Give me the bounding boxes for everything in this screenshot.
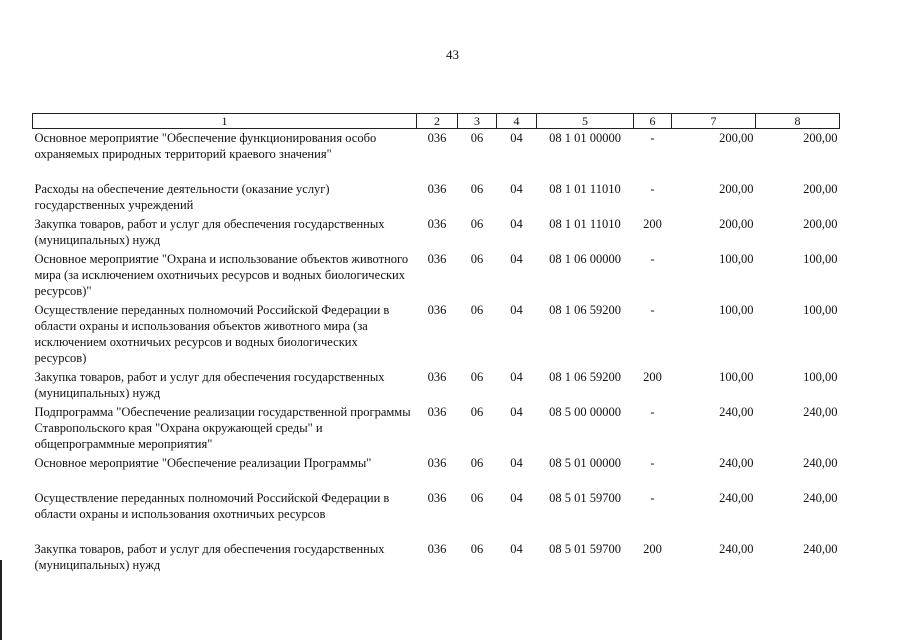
- cell-section: 06: [470, 542, 484, 556]
- cell-ministry: 036: [427, 303, 447, 317]
- scan-edge-mark: [0, 560, 2, 640]
- cell-amount-2: 240,00: [803, 491, 838, 505]
- row-name: Основное мероприятие "Охрана и использование объектов животного мира (за исключением охотничьих ресурсов и водных биологических ресурсов)": [34, 252, 409, 298]
- column-header-4: 4: [497, 114, 537, 129]
- cell-amount-1: 100,00: [719, 370, 754, 384]
- table-row: [33, 180, 840, 215]
- cell-amount-2: 100,00: [803, 370, 838, 384]
- header-row: [33, 114, 840, 129]
- cell-section: 06: [470, 456, 484, 470]
- cell-amount-2: 100,00: [803, 252, 838, 266]
- cell-target-code: 08 5 00 00000: [549, 405, 621, 419]
- cell-ministry: 036: [427, 405, 447, 419]
- column-header-8: 8: [756, 114, 840, 129]
- table-row: [33, 454, 840, 489]
- cell-section: 06: [470, 370, 484, 384]
- column-header-7: 7: [672, 114, 756, 129]
- table-row: [33, 368, 840, 403]
- cell-subsection: 04: [510, 303, 523, 317]
- row-name: Закупка товаров, работ и услуг для обеспечения государственных (муниципальных) нужд: [34, 542, 385, 572]
- cell-subsection: 04: [510, 542, 523, 556]
- cell-amount-2: 240,00: [803, 542, 838, 556]
- table-row: [33, 301, 840, 368]
- cell-amount-2: 240,00: [803, 405, 838, 419]
- cell-target-code: 08 1 01 11010: [549, 217, 621, 231]
- cell-subsection: 04: [510, 217, 523, 231]
- cell-amount-1: 240,00: [719, 405, 754, 419]
- cell-expense-type: -: [650, 405, 655, 419]
- cell-target-code: 08 1 06 59200: [549, 370, 621, 384]
- cell-expense-type: 200: [643, 542, 662, 556]
- cell-expense-type: -: [650, 131, 655, 145]
- cell-section: 06: [470, 405, 484, 419]
- column-header-2: 2: [417, 114, 458, 129]
- cell-amount-1: 200,00: [719, 182, 754, 196]
- column-header-1: 1: [33, 114, 417, 129]
- cell-amount-1: 100,00: [719, 303, 754, 317]
- cell-subsection: 04: [510, 456, 523, 470]
- table-row: [33, 403, 840, 454]
- cell-subsection: 04: [510, 370, 523, 384]
- cell-amount-1: 100,00: [719, 252, 754, 266]
- cell-amount-2: 200,00: [803, 182, 838, 196]
- cell-section: 06: [470, 491, 484, 505]
- row-name: Закупка товаров, работ и услуг для обеспечения государственных (муниципальных) нужд: [34, 370, 385, 400]
- cell-subsection: 04: [510, 131, 523, 145]
- column-header-6: 6: [634, 114, 672, 129]
- table-row: [33, 129, 840, 181]
- row-name: Закупка товаров, работ и услуг для обеспечения государственных (муниципальных) нужд: [34, 217, 385, 247]
- cell-expense-type: -: [650, 182, 655, 196]
- row-name: Подпрограмма "Обеспечение реализации государственной программы Ставропольского края "Охрана окружающей среды" и общепрограммные мероприятия": [34, 405, 411, 451]
- cell-ministry: 036: [427, 491, 447, 505]
- table-row: [33, 250, 840, 301]
- cell-ministry: 036: [427, 542, 447, 556]
- page-number: 43: [446, 47, 459, 62]
- cell-target-code: 08 5 01 00000: [549, 456, 621, 470]
- cell-ministry: 036: [427, 370, 447, 384]
- cell-section: 06: [470, 131, 484, 145]
- row-name: Расходы на обеспечение деятельности (оказание услуг) государственных учреждений: [34, 182, 330, 212]
- cell-ministry: 036: [427, 252, 447, 266]
- table-row: [33, 540, 840, 575]
- cell-ministry: 036: [427, 217, 447, 231]
- cell-target-code: 08 1 01 11010: [549, 182, 621, 196]
- column-header-5: 5: [537, 114, 634, 129]
- cell-amount-1: 240,00: [719, 542, 754, 556]
- table-row: [33, 215, 840, 250]
- cell-ministry: 036: [427, 456, 447, 470]
- cell-expense-type: -: [650, 303, 655, 317]
- cell-expense-type: 200: [643, 370, 662, 384]
- cell-amount-2: 240,00: [803, 456, 838, 470]
- cell-expense-type: -: [650, 491, 655, 505]
- cell-subsection: 04: [510, 252, 523, 266]
- cell-target-code: 08 5 01 59700: [549, 542, 621, 556]
- cell-section: 06: [470, 303, 484, 317]
- budget-table: [32, 113, 840, 575]
- cell-section: 06: [470, 182, 484, 196]
- cell-subsection: 04: [510, 405, 523, 419]
- cell-subsection: 04: [510, 182, 523, 196]
- cell-amount-2: 100,00: [803, 303, 838, 317]
- cell-target-code: 08 1 06 00000: [549, 252, 621, 266]
- cell-amount-2: 200,00: [803, 217, 838, 231]
- cell-section: 06: [470, 252, 484, 266]
- cell-amount-2: 200,00: [803, 131, 838, 145]
- cell-amount-1: 240,00: [719, 456, 754, 470]
- cell-target-code: 08 1 01 00000: [549, 131, 621, 145]
- table-row: [33, 489, 840, 540]
- cell-amount-1: 200,00: [719, 217, 754, 231]
- cell-target-code: 08 1 06 59200: [549, 303, 621, 317]
- cell-amount-1: 240,00: [719, 491, 754, 505]
- cell-subsection: 04: [510, 491, 523, 505]
- cell-ministry: 036: [427, 131, 447, 145]
- row-name: Осуществление переданных полномочий Российской Федерации в области охраны и использования объектов животного мира (за исключением охотничьих ресурсов и водных биологических ресурсов): [34, 303, 390, 365]
- row-name: Основное мероприятие "Обеспечение функционирования особо охраняемых природных территорий краевого значения": [34, 131, 377, 161]
- cell-expense-type: -: [650, 456, 655, 470]
- row-name: Осуществление переданных полномочий Российской Федерации в области охраны и использования охотничьих ресурсов: [34, 491, 390, 521]
- row-name: Основное мероприятие "Обеспечение реализации Программы": [34, 456, 372, 470]
- cell-amount-1: 200,00: [719, 131, 754, 145]
- cell-expense-type: 200: [643, 217, 662, 231]
- cell-section: 06: [470, 217, 484, 231]
- cell-ministry: 036: [427, 182, 447, 196]
- cell-target-code: 08 5 01 59700: [549, 491, 621, 505]
- column-header-3: 3: [458, 114, 497, 129]
- cell-expense-type: -: [650, 252, 655, 266]
